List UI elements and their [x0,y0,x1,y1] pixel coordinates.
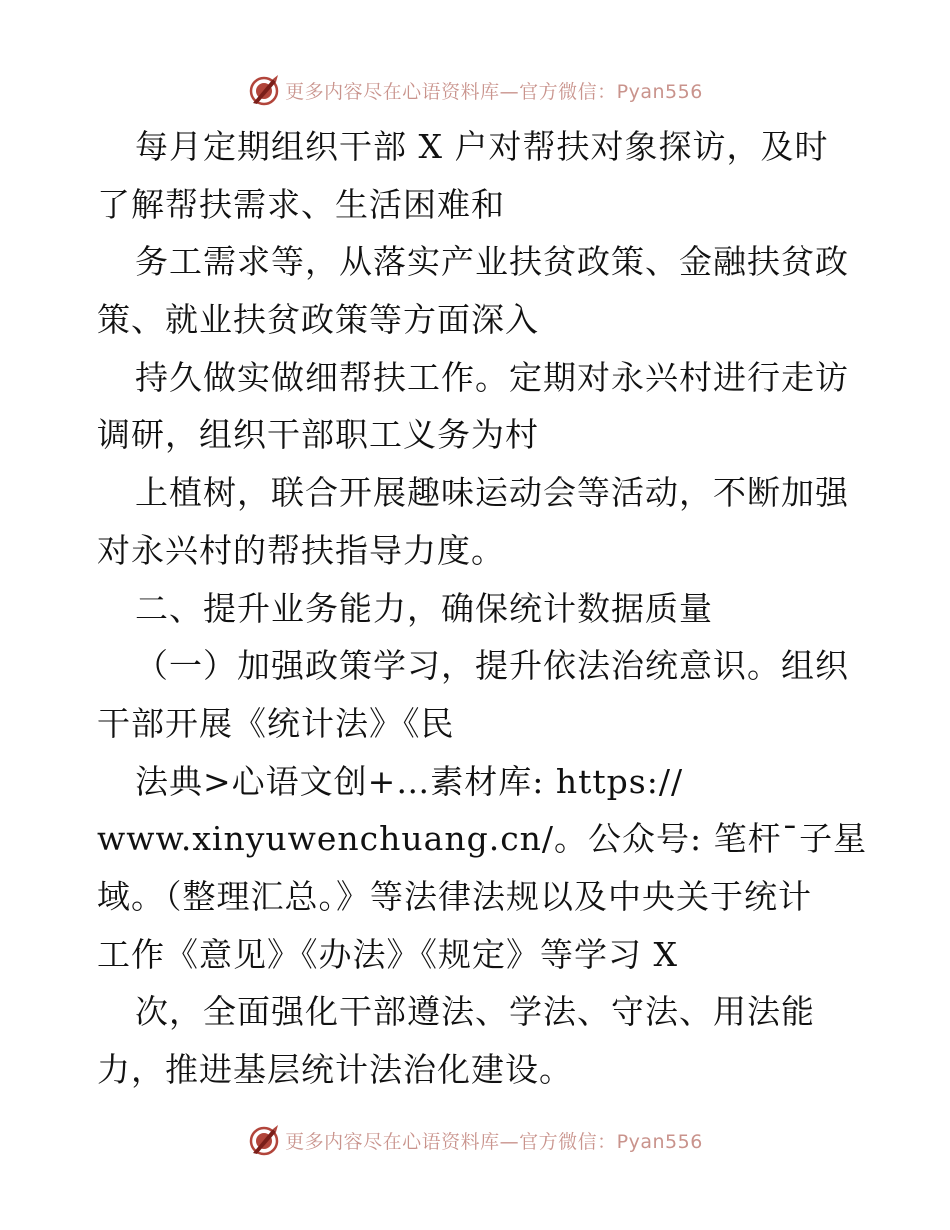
text-line: 次，全面强化干部遵法、学法、守法、用法能 [135,992,815,1032]
footer-banner [0,1120,950,1160]
text-line: 干部开展《统计法》《民 [97,703,455,743]
text-line: 策、就业扶贫政策等方面深入 [97,300,539,340]
text-line: 法典>心语文创+…素材库: https:// [135,761,684,801]
text-line: www.xinyuwenchuang.cn/。公众号: 笔杆¯子星 [97,819,868,859]
text-line: 工作《意见》《办法》《规定》等学习 X [97,934,678,974]
text-line: 务工需求等，从落实产业扶贫政策、金融扶贫政 [135,242,849,282]
quill-seal-logo-icon [247,73,281,107]
header-banner-text: 更多内容尽在心语资料库—官方微信：Pyan556 [285,80,703,103]
text-line: 二、提升业务能力，确保统计数据质量 [135,588,713,628]
text-line: 对永兴村的帮扶指导力度。 [97,530,505,570]
quill-seal-logo-icon [247,1123,281,1157]
text-line: 域。（整理汇总。》等法律法规以及中央关于统计 [97,876,812,916]
text-line: 调研，组织干部职工义务为村 [97,415,539,455]
footer-banner-text: 更多内容尽在心语资料库—官方微信：Pyan556 [285,1130,703,1153]
text-line: 了解帮扶需求、生活困难和 [97,184,505,224]
header-banner [0,70,950,110]
text-line: 每月定期组织干部 X 户对帮扶对象探访，及时 [135,127,829,166]
text-line: 持久做实做细帮扶工作。定期对永兴村进行走访 [135,357,849,397]
text-line: 上植树，联合开展趣味运动会等活动，不断加强 [135,473,849,513]
document-body [97,118,868,1099]
text-line: 力，推进基层统计法治化建设。 [97,1050,573,1089]
text-line: （一）加强政策学习，提升依法治统意识。组织 [135,646,849,686]
